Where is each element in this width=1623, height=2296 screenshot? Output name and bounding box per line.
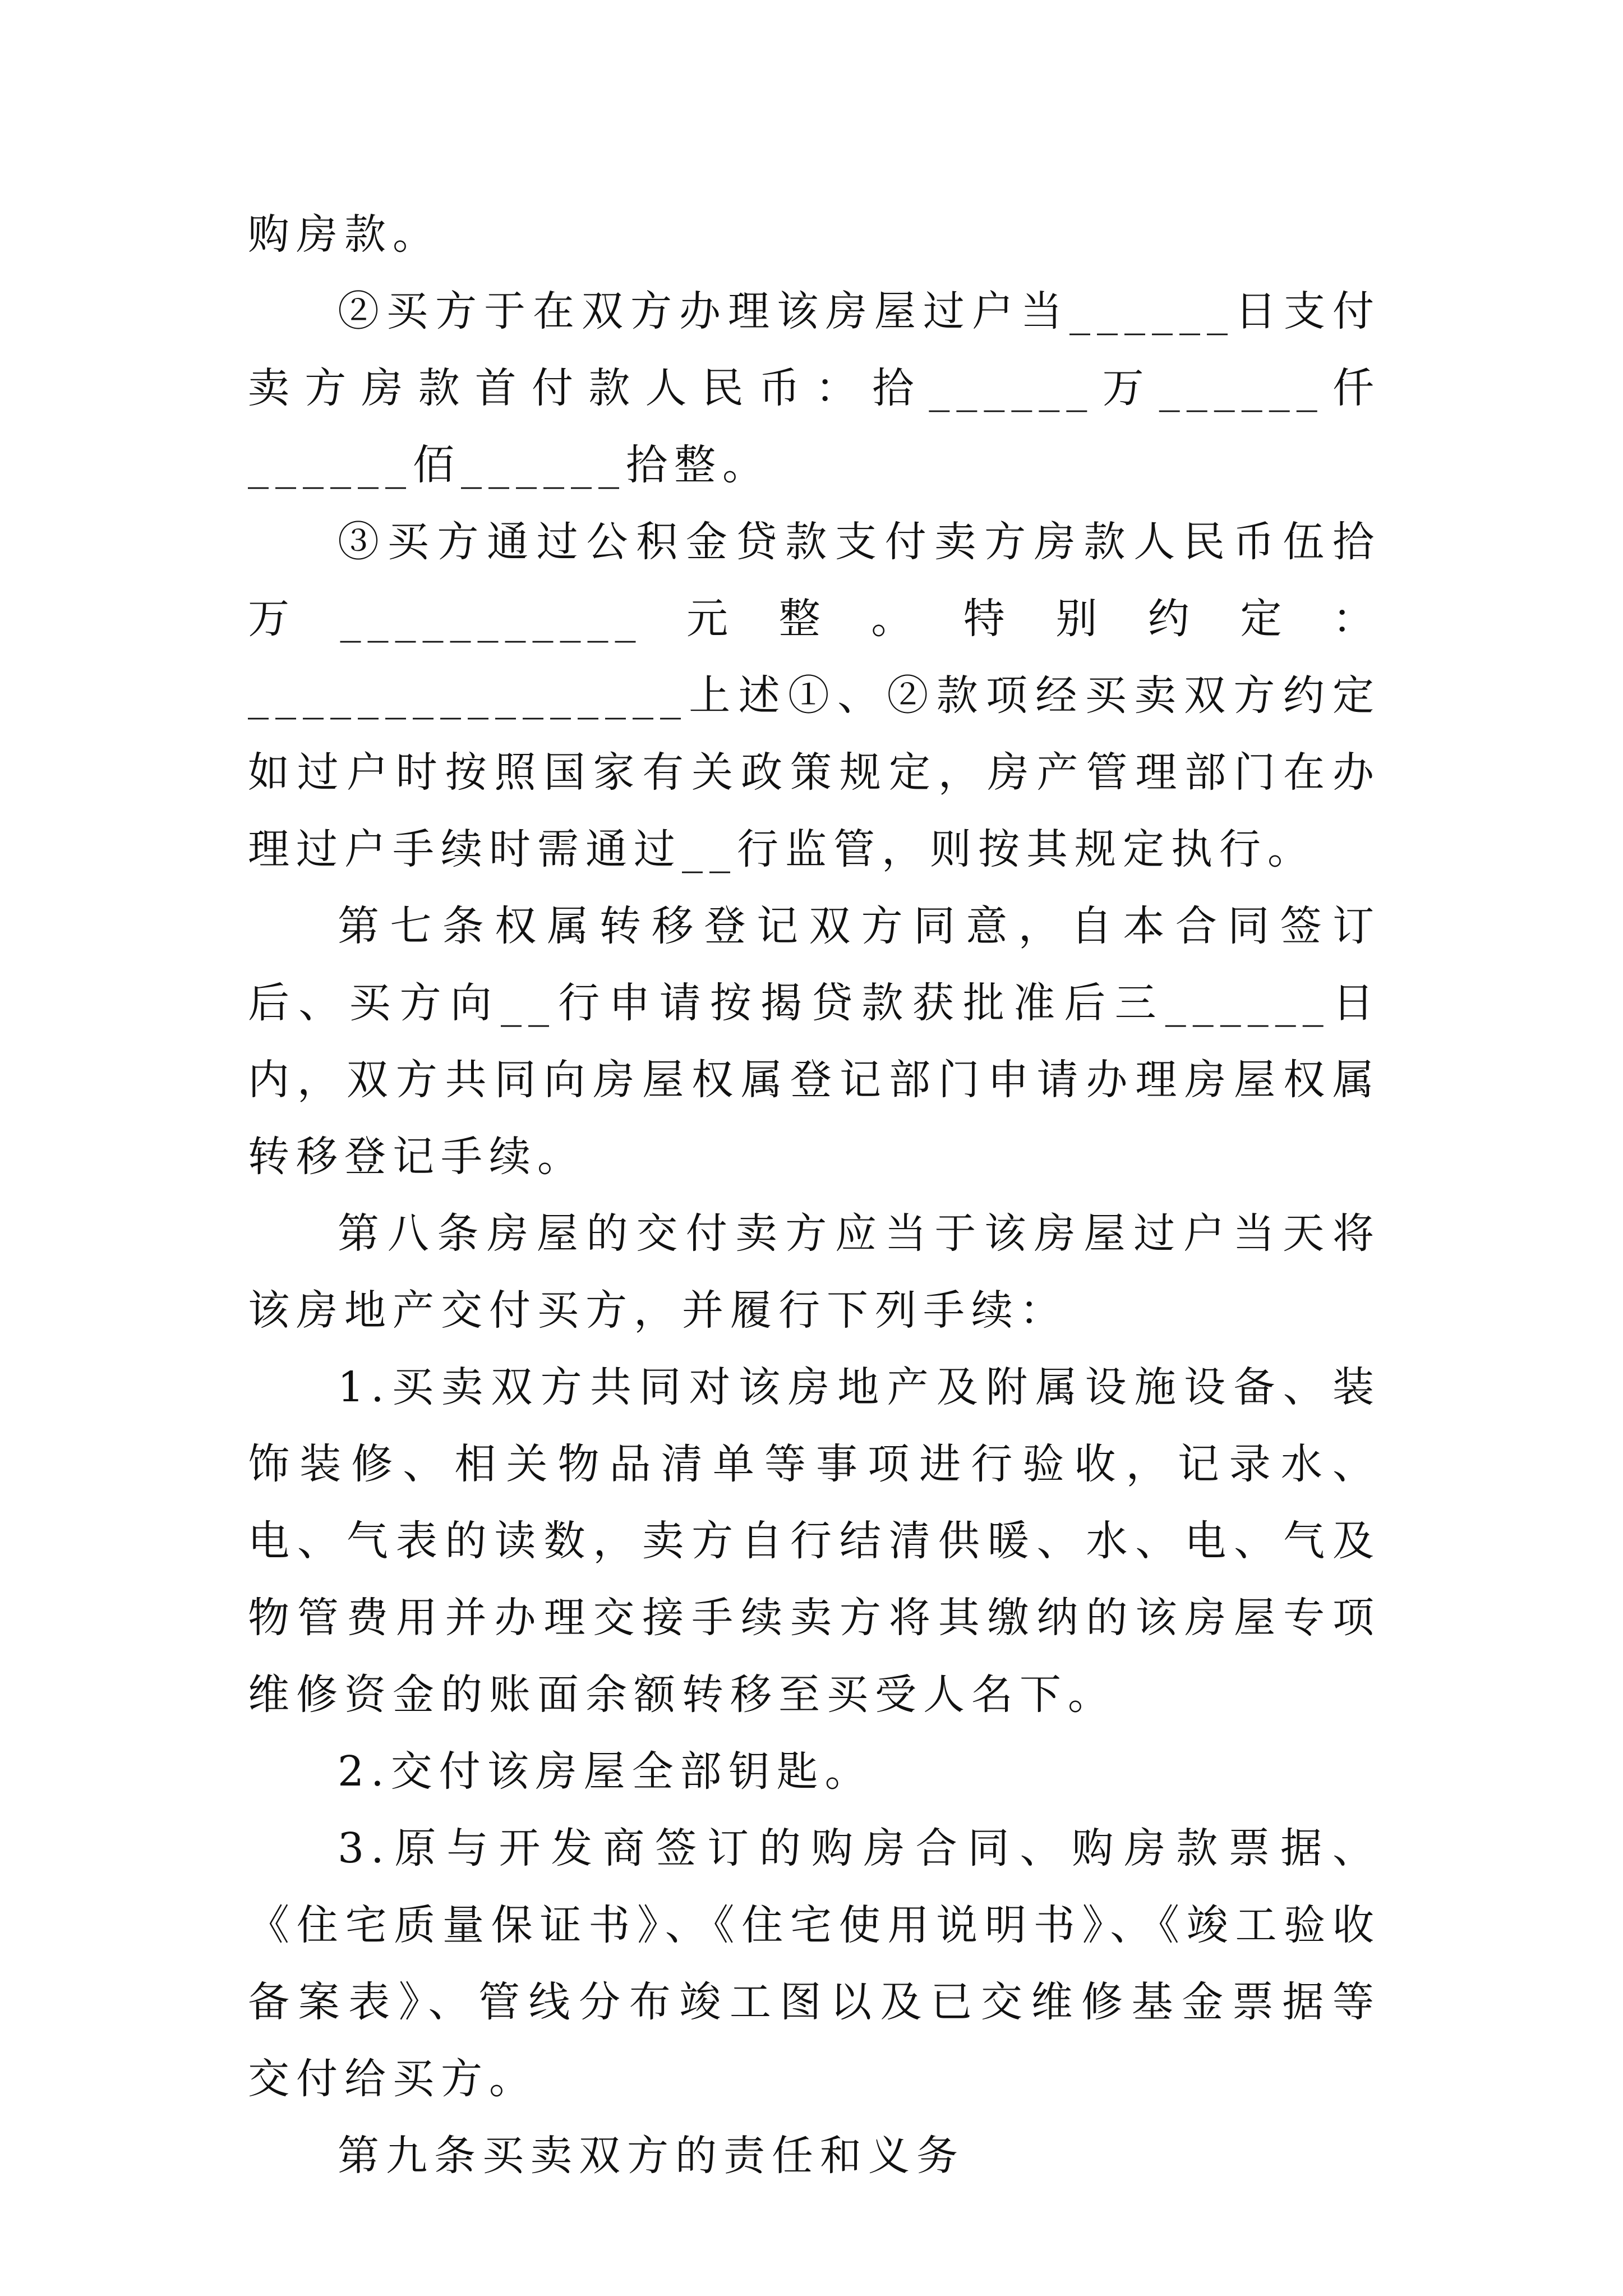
paragraph-article-7: 第七条权属转移登记双方同意，自本合同签订后、买方向__行申请按揭贷款获批准后三______日内，双方共同向房屋权属登记部门申请办理房屋权属转移登记手续。 xyxy=(248,902,1381,1181)
paragraph-provident-fund-loan: ③买方通过公积金贷款支付卖方房款人民币伍拾万___________元整。特别约定：________________上述①、②款项经买卖双方约定如过户时按照国家有关政策规定，房产管理部门在办理过户手续时需通过__行监管，则按其规定执行。 xyxy=(248,518,1381,873)
paragraph-down-payment: ②买方于在双方办理该房屋过户当______日支付卖方房款首付款人民币：拾______万______仟______佰______拾整。 xyxy=(248,287,1381,489)
document-body xyxy=(248,196,1381,2194)
paragraph-article-9-heading: 第九条买卖双方的责任和义务 xyxy=(338,2132,965,2180)
paragraph-handover-item-1: 1.买卖双方共同对该房地产及附属设施设备、装饰装修、相关物品清单等事项进行验收，记录水、电、气表的读数，卖方自行结清供暖、水、电、气及物管费用并办理交接手续卖方将其缴纳的该房屋专项维修资金的账面余额转移至买受人名下。 xyxy=(248,1363,1381,1719)
paragraph-handover-item-3: 3.原与开发商签订的购房合同、购房款票据、《住宅质量保证书》、《住宅使用说明书》、《竣工验收备案表》、管线分布竣工图以及已交维修基金票据等交付给买方。 xyxy=(248,1824,1381,2103)
paragraph-payment-end: 购房款。 xyxy=(248,210,441,259)
paragraph-article-8: 第八条房屋的交付卖方应当于该房屋过户当天将该房地产交付买方，并履行下列手续： xyxy=(248,1209,1381,1335)
paragraph-handover-item-2: 2.交付该房屋全部钥匙。 xyxy=(338,1747,873,1796)
